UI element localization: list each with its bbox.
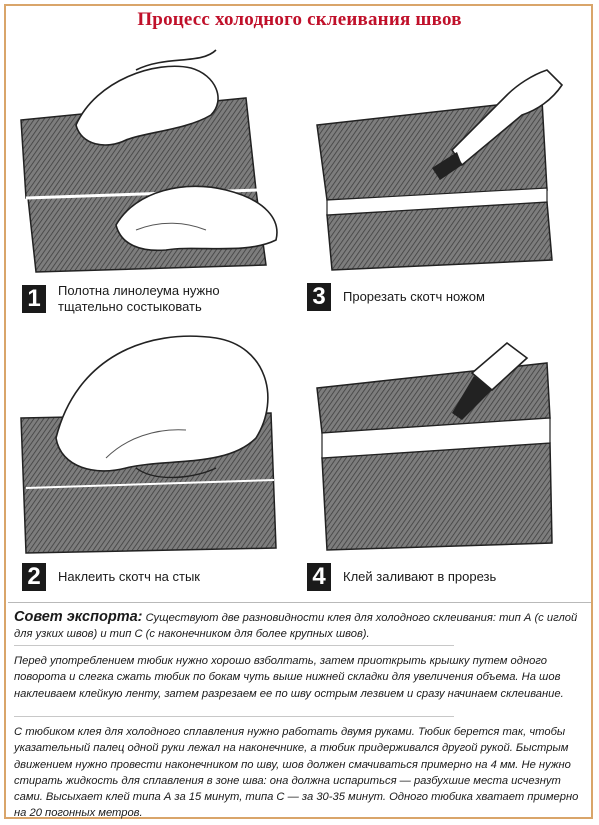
step-1-caption xyxy=(22,283,220,315)
page-title: Процесс холодного склеивания швов xyxy=(137,9,462,30)
step-1-line-1: Полотна линолеума нужно xyxy=(58,283,220,298)
step-1-number: 1 xyxy=(22,285,46,313)
step-4-caption xyxy=(307,563,496,591)
step-2-number: 2 xyxy=(22,563,46,591)
expert-tip-label: Совет экспорта: xyxy=(14,609,143,625)
step-2-caption xyxy=(22,563,200,591)
step-2-text: Наклеить скотч на стык xyxy=(58,569,200,584)
step-1-text xyxy=(58,283,220,315)
step-1-line-2: тщательно состыковать xyxy=(58,299,202,314)
tip-underline xyxy=(14,645,454,646)
paragraph-technique: С тюбиком клея для холодного сплавления нужно работать двумя руками. Тюбик берется так, чтобы указательный палец одной руки лежал на наконечнике, а тюбик придерживался другой рукой. Быстрым движением нужно провести наконечником по шву, шов должен смачиваться примерно на 4 мм. Не нужно стирать жидкость для сплавления в зоне шва: она должна испариться — разбухшие места исчезнут сами. Высыхает клей типа А за 15 минут, типа С — за 30-35 минут. Одного тюбика хватает примерно на 20 погонных метров. xyxy=(14,726,579,820)
step-2-illustration xyxy=(16,318,286,573)
section-divider xyxy=(8,602,591,603)
paragraph-usage: Перед употреблением тюбик нужно хорошо взболтать, затем приоткрыть крышку путем одного поворота и слегка сжать тюбик по бокам чуть выше нижней складки для увеличения объема. На шов наклеиваем клейкую ленту, затем разрезаем ее по шву острым лезвием и сразу начинаем склеивание. xyxy=(14,655,564,700)
step-4-text: Клей заливают в прорезь xyxy=(343,569,497,584)
expert-tip xyxy=(14,609,586,643)
step-4-number: 4 xyxy=(307,563,331,591)
step-1-illustration xyxy=(16,40,286,295)
step-3-caption xyxy=(307,283,485,311)
step-4-illustration xyxy=(302,318,572,573)
step-3-illustration xyxy=(302,40,572,295)
usage-underline xyxy=(14,716,454,717)
step-3-number: 3 xyxy=(307,283,331,311)
expert-tip-text: Существуют две разновидности клея для холодного склеивания: тип А (с иглой для узких швов) и тип С (с наконечником для более крупных швов). xyxy=(14,612,578,641)
step-3-text: Прорезать скотч ножом xyxy=(343,289,485,304)
